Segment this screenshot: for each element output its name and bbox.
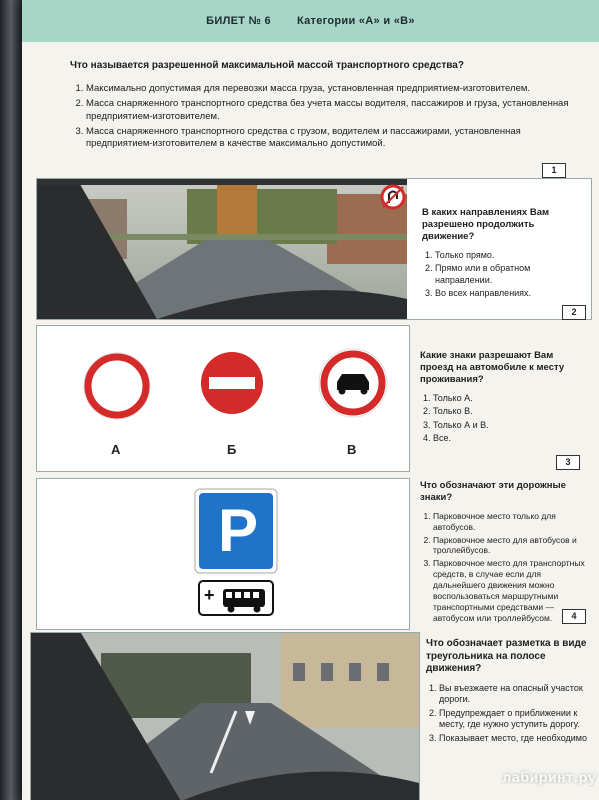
answer-option: 3. Во всех направлениях.	[435, 288, 582, 300]
question-2-card	[36, 178, 592, 320]
answer-option: 2. Масса снаряженного транспортного средства без учета массы водителя, пассажиров и груза, установленная предприятием-изготовителем.	[86, 98, 570, 123]
answer-option: 3. Парковочное место для транспортных средств, в случае если для дальнейшего движения можно воспользоваться маршрутными транспортными средствами — автобусом или троллейбусом.	[433, 558, 588, 623]
road-photo-intersection	[37, 179, 407, 319]
ticket-header	[22, 0, 599, 42]
answer-option: 2. Только В.	[433, 406, 585, 418]
question-4	[420, 480, 588, 626]
answer-option: 3. Масса снаряженного транспортного средства с грузом, водителем и пассажирами, установленная предприятием-изготовителем в качестве максимально допустимой.	[86, 126, 570, 151]
question-5-text: Что обозначает разметка в виде треугольника на полосе движения?	[426, 638, 587, 674]
question-4-text: Что обозначают эти дорожные знаки?	[420, 480, 566, 503]
question-1-answers	[70, 83, 570, 151]
sign-label-a: А	[111, 442, 121, 457]
answer-option: 1. Вы въезжаете на опасный участок дороги.	[439, 683, 591, 706]
answer-option: 1. Только прямо.	[435, 250, 582, 262]
answer-option: 2. Прямо или в обратном направлении.	[435, 263, 582, 286]
question-2	[422, 207, 582, 302]
sign-a-no-vehicles-icon	[84, 353, 150, 419]
book-page	[22, 0, 599, 800]
question-number-1: 1	[542, 163, 566, 178]
sign-label-b: Б	[227, 442, 237, 457]
sign-b-no-entry-icon	[198, 349, 266, 417]
question-number-4: 4	[562, 609, 586, 624]
answer-option: 2. Предупреждает о приближении к месту, где нужно уступить дорогу.	[439, 708, 591, 731]
answer-option: 3. Только А и В.	[433, 420, 585, 432]
question-5-card	[30, 632, 420, 800]
answer-option: 1. Максимально допустимая для перевозки масса груза, установленная предприятием-изготовителем.	[86, 83, 570, 95]
answer-option: 4. Все.	[433, 433, 585, 445]
question-4-answers	[420, 511, 588, 624]
question-3	[420, 350, 585, 447]
question-number-3: 3	[556, 455, 580, 470]
road-photo-triangle-marking	[31, 633, 419, 800]
question-3-text: Какие знаки разрешают Вам проезд на автомобиле к месту проживания?	[420, 350, 565, 385]
question-1	[70, 60, 570, 154]
ticket-number: БИЛЕТ № 6	[206, 15, 271, 27]
question-3-signs-panel	[36, 325, 410, 472]
answer-option: 1. Парковочное место только для автобусов.	[433, 511, 588, 533]
watermark: лабиринт.ру	[502, 771, 597, 786]
question-number-2: 2	[562, 305, 586, 320]
sign-label-v: В	[347, 442, 357, 457]
ticket-category: Категории «А» и «В»	[296, 15, 415, 27]
sign-v-no-cars-icon	[319, 349, 387, 417]
question-1-text: Что называется разрешенной максимальной массой транспортного средства?	[70, 60, 464, 71]
question-2-text: В каких направлениях Вам разрешено продолжить движение?	[422, 207, 550, 242]
question-3-answers	[420, 393, 585, 445]
answer-option: 1. Только А.	[433, 393, 585, 405]
question-2-answers	[422, 250, 582, 300]
plate-plus: +	[204, 585, 215, 605]
parking-sign-letter: P	[217, 497, 259, 564]
question-5-answers	[426, 683, 591, 745]
answer-option: 2. Парковочное место для автобусов и троллейбусов.	[433, 535, 588, 557]
book-spine	[0, 0, 22, 800]
question-5	[426, 638, 591, 746]
answer-option: 3. Показывает место, где необходимо	[439, 733, 591, 745]
question-4-signs-panel	[36, 478, 410, 630]
